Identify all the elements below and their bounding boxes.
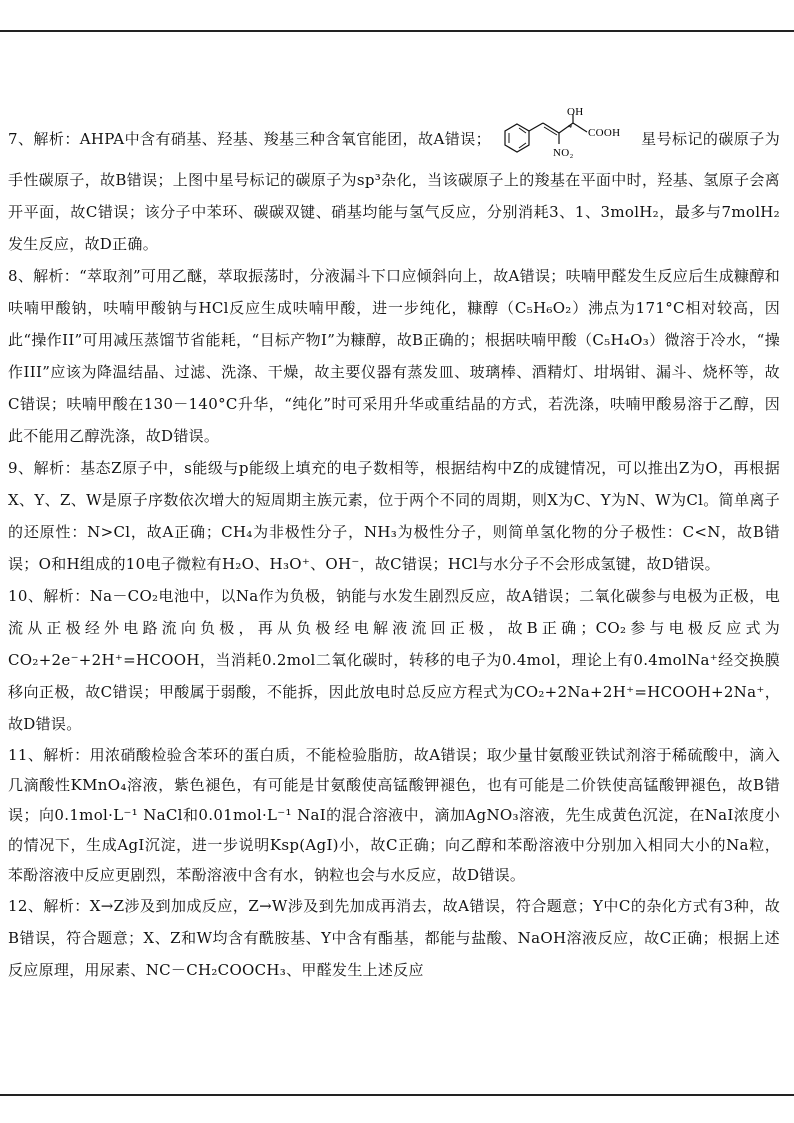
oh-label: OH xyxy=(566,106,584,118)
paragraph-7-text-after: 星号标记的碳原子为手性碳原子，故B错误；上图中星号标记的碳原子为sp³杂化，当该碳原子上的羧基在平面中时，羟基、氢原子会离开平面，故C错误；该分子中苯环、碳碳双键、硝基均能与氢气反应，分别消耗3、1、3molH₂，最多与7molH₂发生反应，故D正确。 xyxy=(8,130,780,253)
paragraph-7-text-before: 7、解析：AHPA中含有硝基、羟基、羧基三种含氧官能团，故A错误； xyxy=(8,130,491,148)
paragraph-10: 10、解析：Na－CO₂电池中，以Na作为负极，钠能与水发生剧烈反应，故A错误；二氧化碳参与电极为正极，电流从正极经外电路流向负极，再从负极经电解液流回正极，故B正确；CO₂参与电极反应式为CO₂+2e⁻+2H⁺=HCOOH，当消耗0.2mol二氧化碳时，转移的电子为0.4mol，理论上有0.4molNa⁺经交换膜移向正极，故C错误；甲酸属于弱酸，不能拆，因此放电时总反应方程式为CO₂+2Na+2H⁺=HCOOH+2Na⁺，故D错误。 xyxy=(8,587,780,733)
top-rule xyxy=(0,30,794,32)
paragraph-11: 11、解析：用浓硝酸检验含苯环的蛋白质，不能检验脂肪，故A错误；取少量甘氨酸亚铁试剂溶于稀硫酸中，滴入几滴酸性KMnO₄溶液，紫色褪色，有可能是甘氨酸使高锰酸钾褪色，也有可能是二价铁使高锰酸钾褪色，故B错误；向0.1mol·L⁻¹ NaCl和0.01mol·L⁻¹ NaI的混合溶液中，滴加AgNO₃溶液，先生成黄色沉淀，在NaI浓度小的情况下，生成AgI沉淀，进一步说明Ksp(AgI)小，故C正确；向乙醇和苯酚溶液中分别加入相同大小的Na粒，苯酚溶液中反应更剧烈，苯酚溶液中含有水，钠粒也会与水反应，故D错误。 xyxy=(8,746,780,884)
answer-content xyxy=(8,106,780,986)
cooh-label: COOH xyxy=(587,127,621,139)
paragraph-8: 8、解析：“萃取剂”可用乙醚，萃取振荡时，分液漏斗下口应倾斜向上，故A错误；呋喃甲醛发生反应后生成糠醇和呋喃甲酸钠，呋喃甲酸钠与HCl反应生成呋喃甲酸，进一步纯化，糠醇（C₅H₆O₂）沸点为171°C相对较高，因此“操作II”可用减压蒸馏节省能耗，“目标产物I”为糠醇，故B正确的；根据呋喃甲酸（C₅H₄O₃）微溶于冷水，“操作III”应该为降温结晶、过滤、洗涤、干燥，故主要仪器有蒸发皿、玻璃棒、酒精灯、坩埚钳、漏斗、烧杯等，故C错误；呋喃甲酸在130－140°C升华，“纯化”时可采用升华或重结晶的方式，若洗涤，呋喃甲酸易溶于乙醇，因此不能用乙醇洗涤，故D错误。 xyxy=(8,267,780,445)
bottom-rule xyxy=(0,1094,794,1096)
paragraph-9: 9、解析：基态Z原子中，s能级与p能级上填充的电子数相等，根据结构中Z的成键情况，可以推出Z为O，再根据X、Y、Z、W是原子序数依次增大的短周期主族元素，位于两个不同的周期，则X为C、Y为N、W为Cl。简单离子的还原性：N>Cl，故A正确；CH₄为非极性分子，NH₃为极性分子，则简单氢化物的分子极性：C<N，故B错误；O和H组成的10电子微粒有H₂O、H₃O⁺、OH⁻，故C错误；HCl与水分子不会形成氢键，故D错误。 xyxy=(8,459,780,573)
paragraph-12: 12、解析：X→Z涉及到加成反应，Z→W涉及到先加成再消去，故A错误，符合题意；Y中C的杂化方式有3种，故B错误，符合题意；X、Z和W均含有酰胺基、Y中含有酯基，都能与盐酸、NaOH溶液反应，故C正确；根据上述反应原理，用尿素、NC－CH₂COOCH₃、甲醛发生上述反应 xyxy=(8,897,780,979)
no2-label: NO₂ xyxy=(552,147,574,159)
chiral-star-label: * xyxy=(567,123,573,133)
paragraph-7 xyxy=(8,106,780,260)
ahpa-structure-image xyxy=(495,106,637,164)
